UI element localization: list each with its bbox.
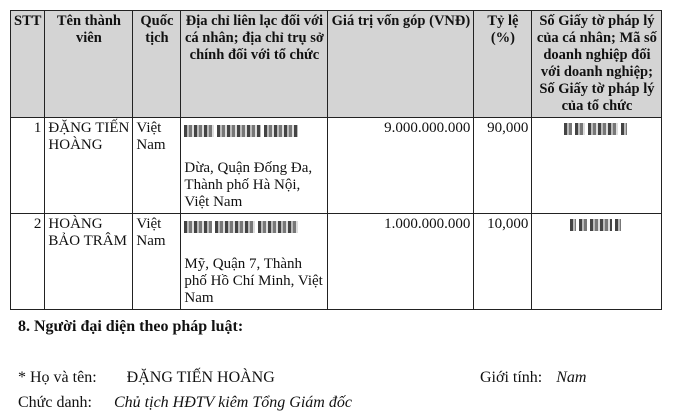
title-line <box>18 394 352 412</box>
cell-address <box>181 214 328 310</box>
cell-name: ĐẶNG TIẾN HOÀNG <box>45 118 133 214</box>
name-label: * Họ và tên: <box>18 369 97 386</box>
cell-address <box>181 118 328 214</box>
header-address: Địa chỉ liên lạc đối với cá nhân; địa chỉ trụ sở chính đối với tổ chức <box>181 11 328 118</box>
cell-document <box>532 214 662 310</box>
redacted-block <box>184 218 324 248</box>
header-name: Tên thành viên <box>45 11 133 118</box>
header-document: Số Giấy tờ pháp lý của cá nhân; Mã số doanh nghiệp đối với doanh nghiệp; Số Giấy tờ pháp lý của tổ chức <box>532 11 662 118</box>
title-value: Chủ tịch HĐTV kiêm Tổng Giám đốc <box>114 394 352 411</box>
cell-capital: 1.000.000.000 <box>328 214 474 310</box>
table-row <box>11 118 662 214</box>
redacted-block <box>184 122 324 152</box>
header-capital: Giá trị vốn góp (VNĐ) <box>328 11 474 118</box>
section-title: 8. Người đại diện theo pháp luật: <box>18 318 244 335</box>
gender-line <box>480 369 586 387</box>
table-header-row <box>11 11 662 118</box>
cell-document <box>532 118 662 214</box>
representative-name-line <box>18 369 275 387</box>
members-table <box>10 10 662 310</box>
cell-nationality: Việt Nam <box>133 118 181 214</box>
cell-capital: 9.000.000.000 <box>328 118 474 214</box>
gender-label: Giới tính: <box>480 369 543 386</box>
table-row <box>11 214 662 310</box>
cell-stt: 2 <box>11 214 45 310</box>
cell-ratio: 90,000 <box>474 118 532 214</box>
cell-ratio: 10,000 <box>474 214 532 310</box>
name-value: ĐẶNG TIẾN HOÀNG <box>126 369 275 386</box>
address-text: Mỹ, Quận 7, Thành phố Hồ Chí Minh, Việt Nam <box>184 256 323 306</box>
header-nationality: Quốc tịch <box>133 11 181 118</box>
gender-value: Nam <box>556 369 587 386</box>
header-stt: STT <box>11 11 45 118</box>
address-text: Dừa, Quận Đống Đa, Thành phố Hà Nội, Việt Nam <box>184 160 313 210</box>
cell-nationality: Việt Nam <box>133 214 181 310</box>
title-label: Chức danh: <box>18 394 92 411</box>
cell-stt: 1 <box>11 118 45 214</box>
cell-name: HOÀNG BẢO TRÂM <box>45 214 133 310</box>
header-ratio: Tỷ lệ (%) <box>474 11 532 118</box>
